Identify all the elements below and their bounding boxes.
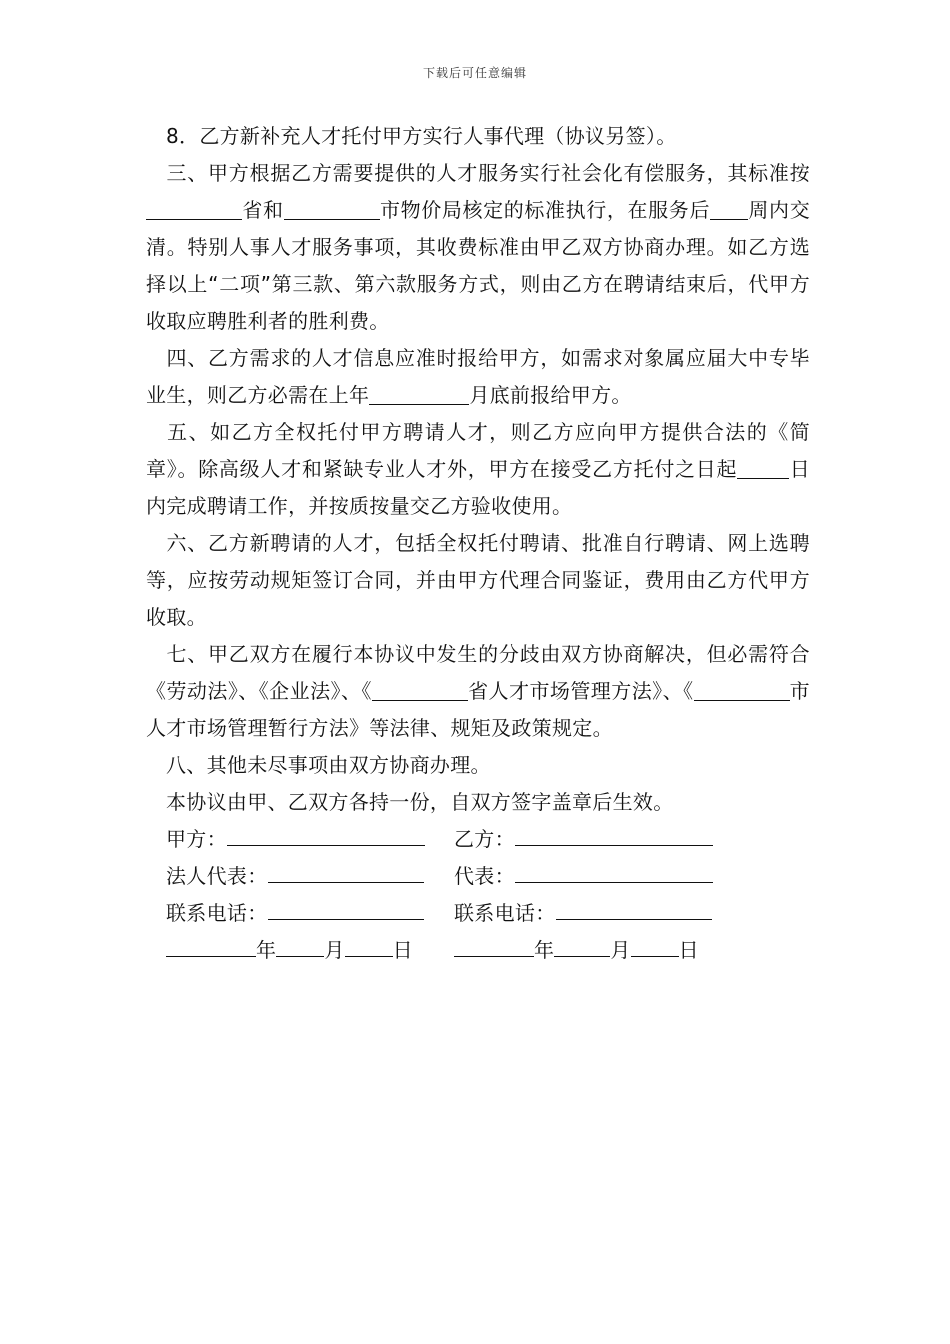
blank-month-field[interactable] <box>369 382 469 405</box>
blank-province-field[interactable] <box>146 197 242 220</box>
date-b <box>454 932 724 969</box>
section-3 <box>146 155 810 340</box>
date-a-year-label: 年 <box>256 938 277 962</box>
effectiveness-text: 本协议由甲、乙双方各持一份，自双方签字盖章后生效。 <box>166 790 674 814</box>
date-a-month-label: 月 <box>324 938 345 962</box>
section-4-text-b: 月底前报给甲方。 <box>469 383 632 407</box>
page-header: 下载后可任意编辑 <box>422 66 527 80</box>
blank-weeks-field[interactable] <box>710 197 748 220</box>
section-7 <box>146 636 810 747</box>
section-6-text: 六、乙方新聘请的人才，包括全权托付聘请、批准自行聘请、网上选聘等，应按劳动规矩签订合同，并由甲方代理合同鉴证，费用由乙方代甲方收取。 <box>146 531 810 629</box>
section-3-text-c: 市物价局核定的标准执行，在服务后 <box>379 198 711 222</box>
date-b-year-field[interactable] <box>454 934 534 957</box>
effectiveness-clause <box>146 784 810 821</box>
section-6 <box>146 525 810 636</box>
date-a-day-label: 日 <box>392 938 413 962</box>
blank-city-law-field[interactable] <box>694 678 790 701</box>
date-b-year-label: 年 <box>534 938 555 962</box>
section-3-text-a: 三、甲方根据乙方需要提供的人才服务实行社会化有偿服务，其标准按 <box>166 161 810 185</box>
party-a-field[interactable] <box>227 823 425 846</box>
section-4-text-a: 四、乙方需求的人才信息应准时报给甲方，如需求对象属应届大中专毕业生，则乙方必需在上年 <box>146 346 810 407</box>
rep-a-signature <box>166 858 454 895</box>
rep-b-field[interactable] <box>515 860 713 883</box>
phone-b-field[interactable] <box>556 897 712 920</box>
rep-b-signature <box>454 858 724 895</box>
section-4 <box>146 340 810 414</box>
party-b-signature <box>454 821 724 858</box>
rep-a-field[interactable] <box>268 860 424 883</box>
signature-row-date <box>166 932 810 969</box>
section-3-text-d: 周内交清。特别人事人才服务事项，其收费标准由甲乙双方协商办理。如乙方选择以上“二项”第三款、第六款服务方式，则由乙方在聘请结束后，代甲方收取应聘胜利者的胜利费。 <box>146 198 810 333</box>
phone-a-label: 联系电话： <box>166 901 268 925</box>
rep-b-label: 代表： <box>454 864 515 888</box>
signature-row-phone <box>166 895 810 932</box>
section-8 <box>146 747 810 784</box>
party-b-field[interactable] <box>515 823 713 846</box>
phone-a-field[interactable] <box>268 897 424 920</box>
date-a <box>166 932 454 969</box>
section-7-text-b: 省人才市场管理方法》、《 <box>467 679 694 703</box>
section-5-text-a: 五、如乙方全权托付甲方聘请人才，则乙方应向甲方提供合法的《简章》。除高级人才和紧缺专业人才外，甲方在接受乙方托付之日起 <box>146 420 810 481</box>
date-b-day-label: 日 <box>678 938 699 962</box>
section-5 <box>146 414 810 525</box>
party-a-label: 甲方： <box>166 827 227 851</box>
phone-b-label: 联系电话： <box>454 901 556 925</box>
date-b-month-field[interactable] <box>554 934 610 957</box>
date-b-month-label: 月 <box>610 938 631 962</box>
document-body <box>146 118 810 969</box>
clause-8-text: 8．乙方新补充人才托付甲方实行人事代理（协议另签）。 <box>166 124 677 148</box>
section-7-text-c: 市人才市场管理暂行方法》等法律、规矩及政策规定。 <box>146 679 810 740</box>
section-8-text: 八、其他未尽事项由双方协商办理。 <box>166 753 491 777</box>
signature-row-party <box>166 821 810 858</box>
date-a-year-field[interactable] <box>166 934 256 957</box>
phone-b-signature <box>454 895 724 932</box>
blank-days-field[interactable] <box>737 456 789 479</box>
rep-a-label: 法人代表： <box>166 864 268 888</box>
signature-row-representative <box>166 858 810 895</box>
section-5-text-b: 日内完成聘请工作，并按质按量交乙方验收使用。 <box>146 457 810 518</box>
party-a-signature <box>166 821 454 858</box>
blank-city-field[interactable] <box>284 197 380 220</box>
blank-province-law-field[interactable] <box>372 678 468 701</box>
section-3-text-b: 省和 <box>242 198 284 222</box>
phone-a-signature <box>166 895 454 932</box>
clause-8 <box>146 118 810 155</box>
date-a-day-field[interactable] <box>345 934 393 957</box>
section-7-text-a: 七、甲乙双方在履行本协议中发生的分歧由双方协商解决，但必需符合《劳动法》、《企业法》、《 <box>146 642 810 703</box>
date-a-month-field[interactable] <box>276 934 324 957</box>
date-b-day-field[interactable] <box>631 934 679 957</box>
party-b-label: 乙方： <box>454 827 515 851</box>
